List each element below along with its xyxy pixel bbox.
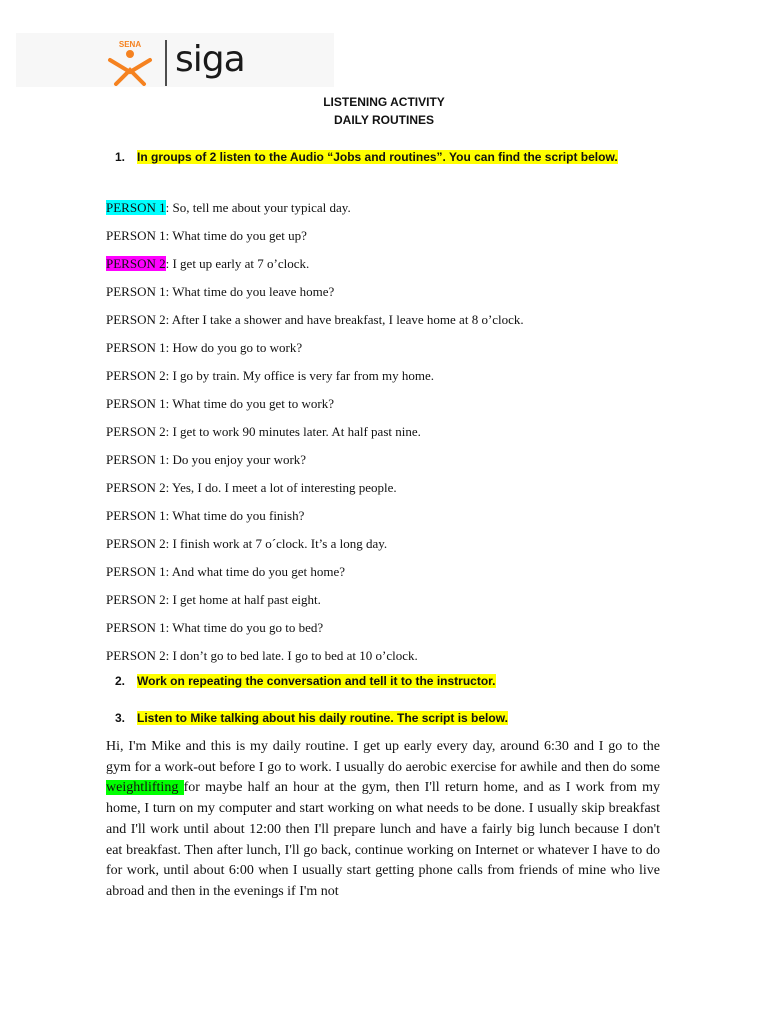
speaker-label: PERSON 2 xyxy=(106,592,166,607)
dialogue-line xyxy=(106,250,666,278)
speaker-label: PERSON 1 xyxy=(106,396,166,411)
dialogue-text: : I get up early at 7 o’clock. xyxy=(165,256,310,271)
instruction-3 xyxy=(115,711,508,725)
speaker-label: PERSON 1 xyxy=(106,508,166,523)
speaker-label: PERSON 1 xyxy=(106,228,166,243)
dialogue-line xyxy=(106,194,666,222)
siga-logo: siga xyxy=(175,39,245,80)
dialogue-line xyxy=(106,586,666,614)
dialogue-text: : I get home at half past eight. xyxy=(165,592,321,607)
instruction-2 xyxy=(115,674,496,688)
speaker-label: PERSON 1 xyxy=(106,284,166,299)
logo-divider xyxy=(165,40,167,86)
dialogue-text: : What time do you get to work? xyxy=(165,396,334,411)
speaker-label: PERSON 1 xyxy=(106,564,166,579)
speaker-label: PERSON 2 xyxy=(106,648,166,663)
dialogue-line xyxy=(106,418,666,446)
dialogue-text: : So, tell me about your typical day. xyxy=(165,200,351,215)
speaker-label: PERSON 2 xyxy=(106,256,166,271)
instruction-number: 2. xyxy=(115,674,126,688)
instruction-number: 1. xyxy=(115,150,126,164)
dialogue-line xyxy=(106,278,666,306)
dialogue-text: : I finish work at 7 o´clock. It’s a long day. xyxy=(165,536,388,551)
instruction-text: Listen to Mike talking about his daily routine. The script is below. xyxy=(137,711,508,725)
dialogue-text: : What time do you leave home? xyxy=(165,284,335,299)
instruction-1 xyxy=(115,150,618,164)
dialogue-line xyxy=(106,446,666,474)
dialogue-line xyxy=(106,642,666,670)
sena-logo-text: SENA xyxy=(118,40,142,49)
dialogue-text: : And what time do you get home? xyxy=(165,564,346,579)
dialogue-line xyxy=(106,502,666,530)
page-title: LISTENING ACTIVITY xyxy=(323,95,445,109)
dialogue-text: : Yes, I do. I meet a lot of interesting people. xyxy=(165,480,397,495)
paragraph-text: for maybe half an hour at the gym, then I'll return home, and as I work from my home, I turn on my computer and start working on what needs to be done. I usually skip breakfast and I'll work until about 12:00 then I'll prepare lunch and have a fairly big lunch because I don't eat breakfast. Then after lunch, I'll go back, continue working on Internet or whatever I have to do for work, until about 6:00 when I usually start getting phone calls from friends of mine who live abroad and then in the evenings if I'm not xyxy=(106,780,660,899)
dialogue-line xyxy=(106,306,666,334)
dialogue-text: : What time do you go to bed? xyxy=(165,620,324,635)
speaker-label: PERSON 1 xyxy=(106,620,166,635)
dialogue-line xyxy=(106,222,666,250)
speaker-label: PERSON 2 xyxy=(106,368,166,383)
speaker-label: PERSON 2 xyxy=(106,312,166,327)
mike-routine-paragraph xyxy=(106,737,660,903)
dialogue-line xyxy=(106,614,666,642)
instruction-text: Work on repeating the conversation and tell it to the instructor. xyxy=(137,674,496,688)
dialogue-line xyxy=(106,474,666,502)
speaker-label: PERSON 2 xyxy=(106,424,166,439)
page-subtitle: DAILY ROUTINES xyxy=(333,113,435,127)
dialogue-line xyxy=(106,558,666,586)
dialogue-line xyxy=(106,362,666,390)
dialogue-line xyxy=(106,390,666,418)
dialogue-script xyxy=(106,194,666,670)
instruction-number: 3. xyxy=(115,711,126,725)
dialogue-text: : How do you go to work? xyxy=(165,340,303,355)
dialogue-line xyxy=(106,334,666,362)
speaker-label: PERSON 2 xyxy=(106,480,166,495)
highlighted-word: weightlifting xyxy=(106,780,184,796)
paragraph-text: Hi, I'm Mike and this is my daily routine. I get up early every day, around 6:30 and I go to the gym for a work-out before I go to work. I usually do aerobic exercise for awhile and then do some xyxy=(106,739,660,775)
dialogue-text: : I go by train. My office is very far from my home. xyxy=(165,368,434,383)
dialogue-text: : I get to work 90 minutes later. At half past nine. xyxy=(165,424,421,439)
dialogue-text: : After I take a shower and have breakfast, I leave home at 8 o’clock. xyxy=(165,312,524,327)
dialogue-text: : I don’t go to bed late. I go to bed at 10 o’clock. xyxy=(165,648,418,663)
speaker-label: PERSON 1 xyxy=(106,340,166,355)
dialogue-text: : What time do you get up? xyxy=(165,228,307,243)
instruction-text: In groups of 2 listen to the Audio “Jobs and routines”. You can find the script below. xyxy=(137,150,618,164)
dialogue-text: : What time do you finish? xyxy=(165,508,305,523)
sena-logo-icon xyxy=(106,38,154,86)
dialogue-line xyxy=(106,530,666,558)
speaker-label: PERSON 2 xyxy=(106,536,166,551)
speaker-label: PERSON 1 xyxy=(106,200,166,215)
speaker-label: PERSON 1 xyxy=(106,452,166,467)
dialogue-text: : Do you enjoy your work? xyxy=(165,452,307,467)
